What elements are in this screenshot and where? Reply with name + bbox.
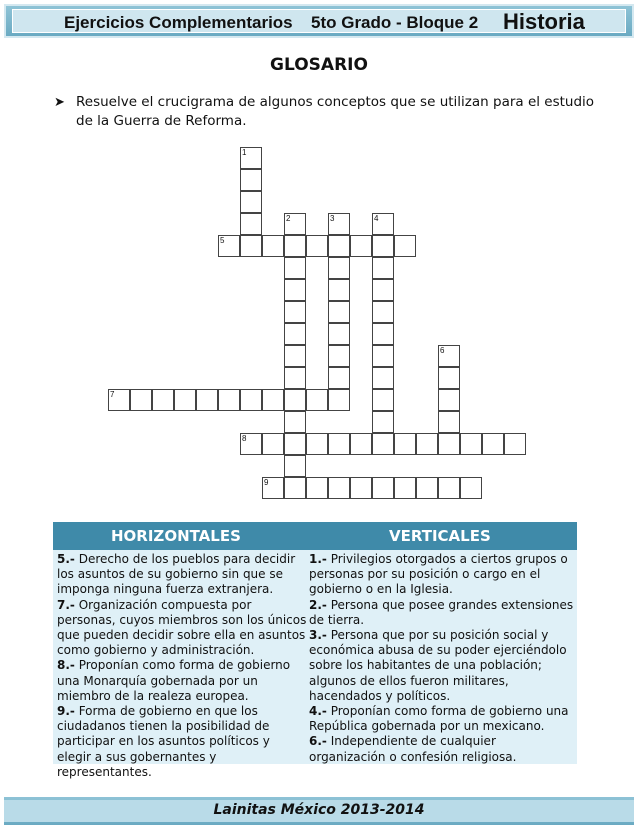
crossword-cell[interactable] bbox=[350, 477, 372, 499]
clue-item bbox=[57, 704, 307, 780]
crossword-cell[interactable] bbox=[328, 301, 350, 323]
page-title: GLOSARIO bbox=[270, 55, 368, 75]
crossword-cell[interactable] bbox=[372, 433, 394, 455]
clue-number: 5.- bbox=[57, 552, 75, 566]
crossword-cell[interactable] bbox=[416, 477, 438, 499]
crossword-cell[interactable] bbox=[262, 389, 284, 411]
crossword-cell[interactable] bbox=[372, 279, 394, 301]
crossword-cell[interactable] bbox=[350, 433, 372, 455]
crossword-cell[interactable] bbox=[372, 235, 394, 257]
crossword-cell[interactable] bbox=[306, 235, 328, 257]
crossword-cell[interactable] bbox=[350, 235, 372, 257]
crossword-cell[interactable] bbox=[196, 389, 218, 411]
instruction-text: Resuelve el crucigrama de algunos conceptos que se utilizan para el estudio de la Guerra de Reforma. bbox=[76, 94, 595, 129]
header-grade-block: 5to Grado - Bloque 2 bbox=[311, 13, 479, 32]
clue-number: 9.- bbox=[57, 704, 75, 719]
crossword-cell[interactable] bbox=[394, 433, 416, 455]
crossword-cell[interactable] bbox=[372, 477, 394, 499]
crossword-cell[interactable] bbox=[372, 257, 394, 279]
crossword-cell[interactable] bbox=[284, 389, 306, 411]
crossword-cell[interactable] bbox=[504, 433, 526, 455]
clue-number: 1.- bbox=[309, 552, 327, 566]
crossword-cell[interactable] bbox=[460, 433, 482, 455]
clue-number: 3.- bbox=[309, 628, 327, 643]
clue-text: Derecho de los pueblos para decidir los asuntos de su gobierno sin que se imponga ninguna fuerza extranjera. bbox=[57, 552, 296, 597]
crossword-cell[interactable] bbox=[284, 411, 306, 433]
clue-number: 7.- bbox=[57, 597, 75, 612]
header-subject: Historia bbox=[503, 9, 585, 34]
crossword-cell[interactable] bbox=[306, 477, 328, 499]
crossword-cell[interactable] bbox=[438, 433, 460, 455]
horizontal-heading: HORIZONTALES bbox=[111, 527, 241, 545]
clue-number-4: 4 bbox=[374, 214, 379, 223]
crossword-cell[interactable] bbox=[284, 433, 306, 455]
clue-text: Persona que por su posición social y económica abusa de su poder ejerciéndolo sobre los habitantes de una población; algunos de ellos fueron militares, hacendados y políticos. bbox=[309, 628, 567, 703]
crossword-cell[interactable] bbox=[438, 477, 460, 499]
crossword-cell[interactable] bbox=[240, 213, 262, 235]
crossword-cell[interactable] bbox=[174, 389, 196, 411]
clue-number-9: 9 bbox=[264, 478, 269, 487]
clue-text: Privilegios otorgados a ciertos grupos o personas por su posición o cargo en el gobierno o en la Iglesia. bbox=[309, 552, 568, 597]
clue-number-5: 5 bbox=[220, 236, 225, 245]
crossword-cell[interactable] bbox=[262, 433, 284, 455]
crossword-cell[interactable] bbox=[284, 323, 306, 345]
crossword-cell[interactable] bbox=[262, 235, 284, 257]
clue-text: Proponían como forma de gobierno una Monarquía gobernada por un miembro de la realeza europea. bbox=[57, 658, 291, 703]
vertical-clues bbox=[309, 552, 575, 765]
crossword-cell[interactable] bbox=[306, 433, 328, 455]
crossword-cell[interactable] bbox=[218, 389, 240, 411]
clue-item bbox=[309, 552, 575, 598]
clue-item bbox=[309, 628, 575, 704]
clue-number-1: 1 bbox=[242, 148, 247, 157]
arrow-bullet-icon: ➤ bbox=[54, 95, 65, 110]
crossword-cell[interactable] bbox=[284, 279, 306, 301]
clue-number-6: 6 bbox=[440, 346, 445, 355]
crossword-cell[interactable] bbox=[372, 411, 394, 433]
header-subject-series: Ejercicios Complementarios bbox=[64, 13, 293, 32]
crossword-cell[interactable] bbox=[372, 367, 394, 389]
crossword-cell[interactable] bbox=[240, 191, 262, 213]
crossword-cell[interactable] bbox=[328, 257, 350, 279]
crossword-cell[interactable] bbox=[284, 477, 306, 499]
clue-number: 6.- bbox=[309, 734, 327, 749]
crossword-cell[interactable] bbox=[328, 323, 350, 345]
crossword-cell[interactable] bbox=[438, 411, 460, 433]
clue-item bbox=[57, 658, 307, 704]
crossword-cell[interactable] bbox=[372, 389, 394, 411]
clue-item bbox=[309, 598, 575, 628]
clue-text: Persona que posee grandes extensiones de tierra. bbox=[309, 597, 574, 627]
footer-text: Lainitas México 2013-2014 bbox=[213, 802, 425, 818]
clue-number: 8.- bbox=[57, 658, 75, 673]
crossword-cell[interactable] bbox=[240, 169, 262, 191]
clue-number: 2.- bbox=[309, 597, 327, 612]
crossword-cell[interactable] bbox=[284, 235, 306, 257]
crossword-cell[interactable] bbox=[306, 389, 328, 411]
crossword-cell[interactable] bbox=[328, 235, 350, 257]
crossword-cell[interactable] bbox=[240, 389, 262, 411]
clue-number: 4.- bbox=[309, 704, 327, 719]
crossword-cell[interactable] bbox=[328, 433, 350, 455]
crossword-cell[interactable] bbox=[394, 235, 416, 257]
clue-text: Forma de gobierno en que los ciudadanos tienen la posibilidad de participar en los asuntos políticos y elegir a sus gobernantes y representantes. bbox=[57, 704, 270, 779]
page-footer bbox=[4, 797, 634, 825]
crossword-cell[interactable] bbox=[482, 433, 504, 455]
crossword-cell[interactable] bbox=[284, 257, 306, 279]
clues-table bbox=[53, 522, 577, 779]
crossword-cell[interactable] bbox=[284, 367, 306, 389]
crossword-cell[interactable] bbox=[284, 301, 306, 323]
crossword-cell[interactable] bbox=[284, 455, 306, 477]
crossword-cell[interactable] bbox=[394, 477, 416, 499]
clue-number-3: 3 bbox=[330, 214, 335, 223]
crossword-cell[interactable] bbox=[328, 389, 350, 411]
crossword-cell[interactable] bbox=[328, 477, 350, 499]
crossword-cell[interactable] bbox=[372, 323, 394, 345]
clue-item bbox=[57, 552, 307, 598]
clue-item bbox=[309, 734, 575, 764]
clue-number-8: 8 bbox=[242, 434, 247, 443]
crossword-cell[interactable] bbox=[240, 235, 262, 257]
clue-number-7: 7 bbox=[110, 390, 115, 399]
clue-item bbox=[309, 704, 575, 734]
crossword-cell[interactable] bbox=[372, 345, 394, 367]
crossword-cell[interactable] bbox=[460, 477, 482, 499]
clue-text: Proponían como forma de gobierno una República gobernada por un mexicano. bbox=[309, 704, 569, 734]
clue-text: Organización compuesta por personas, cuyos miembros son los únicos que pueden decidir sobre ella en asuntos como gobierno y administración. bbox=[57, 597, 307, 658]
crossword-cell[interactable] bbox=[328, 345, 350, 367]
crossword-cell[interactable] bbox=[152, 389, 174, 411]
horizontal-clues bbox=[57, 552, 307, 780]
crossword-cell[interactable] bbox=[416, 433, 438, 455]
clue-number-2: 2 bbox=[286, 214, 291, 223]
crossword-cell[interactable] bbox=[130, 389, 152, 411]
vertical-heading: VERTICALES bbox=[389, 527, 491, 545]
crossword-cell[interactable] bbox=[438, 389, 460, 411]
clue-item bbox=[57, 598, 307, 659]
crossword-cell[interactable] bbox=[328, 279, 350, 301]
clue-text: Independiente de cualquier organización o confesión religiosa. bbox=[309, 734, 517, 764]
crossword-cell[interactable] bbox=[438, 367, 460, 389]
crossword-cell[interactable] bbox=[284, 345, 306, 367]
crossword-cell[interactable] bbox=[372, 301, 394, 323]
crossword-cell[interactable] bbox=[328, 367, 350, 389]
